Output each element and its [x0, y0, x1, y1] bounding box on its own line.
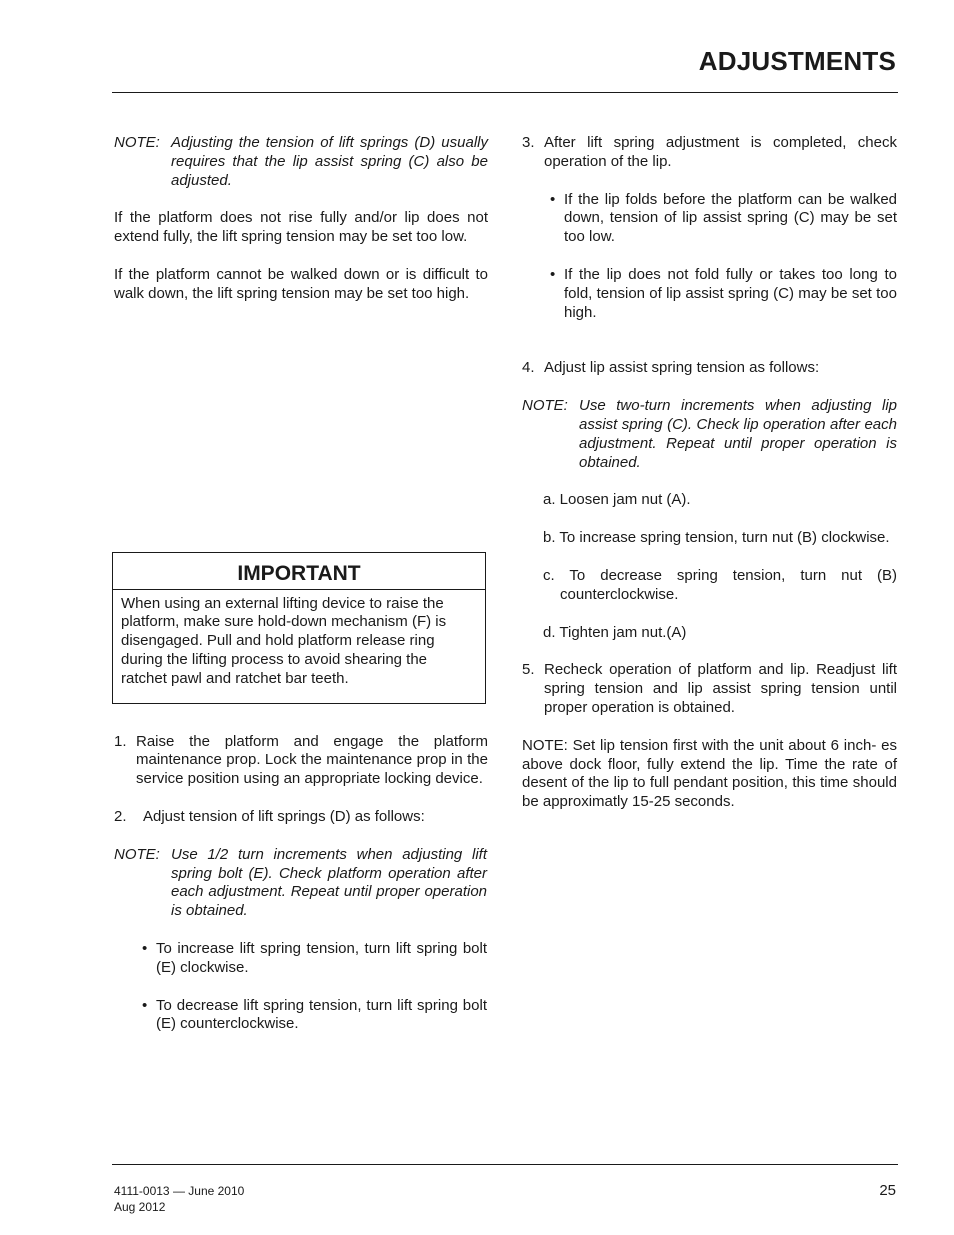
step-number: 3.: [522, 134, 535, 151]
revision-date: Aug 2012: [114, 1199, 166, 1214]
note-text: Use 1/2 turn increments when adjusting lift spring bolt (E). Check platform operation after each adjustment. Repeat until proper operation is obtained.: [171, 845, 487, 920]
final-note: NOTE: Set lip tension first with the unit about 6 inch- es above dock floor, fully extend the lip. Time the rate of desent of the lip to full pendant position, this time should be approximatly 15-25 seconds.: [522, 736, 897, 811]
note-lip-assist-spring: [522, 397, 897, 472]
bullet-mark: •: [550, 265, 556, 283]
bullet-lip-folds-slow: [550, 266, 897, 322]
right-column: [522, 134, 897, 812]
paragraph-tension-low: If the platform does not rise fully and/or lip does not extend fully, the lift spring tension may be set too low.: [114, 209, 488, 246]
page-title: ADJUSTMENTS: [698, 46, 896, 76]
step-2: [114, 808, 488, 827]
note-label: NOTE:: [522, 397, 568, 415]
substep-c: [543, 567, 897, 605]
header-rule: [112, 92, 898, 93]
step-text: Recheck operation of platform and lip. Readjust lift spring tension and lip assist spring tension until proper operation is obtained.: [544, 661, 897, 716]
note-lift-spring-bolt: [114, 846, 487, 921]
bullet-text: To decrease lift spring tension, turn lift spring bolt (E) counterclockwise.: [156, 996, 487, 1033]
page-number: 25: [879, 1182, 896, 1199]
substep-b: b. To increase spring tension, turn nut (B) clockwise.: [543, 529, 890, 547]
step-text: Raise the platform and engage the platform maintenance prop. Lock the maintenance prop in the service position using an appropriate locking device.: [136, 732, 488, 788]
step-number: 1.: [114, 732, 127, 750]
left-column: [114, 134, 488, 1034]
paragraph-tension-high: If the platform cannot be walked down or is difficult to walk down, the lift spring tension may be set too high.: [114, 265, 488, 302]
note-text: Adjusting the tension of lift springs (D) usually requires that the lip assist spring (C) also be adjusted.: [171, 134, 488, 189]
substep-d: d. Tighten jam nut.(A): [543, 623, 687, 641]
note-label: NOTE:: [114, 134, 160, 151]
substep-a: a. Loosen jam nut (A).: [543, 491, 691, 509]
step-number: 2.: [114, 807, 127, 825]
important-box: [112, 552, 486, 704]
bullet-text: To increase lift spring tension, turn lift spring bolt (E) clockwise.: [156, 939, 487, 976]
step-number: 4.: [522, 359, 535, 377]
step-text: After lift spring adjustment is completed, check operation of the lip.: [544, 134, 897, 170]
step-3: [522, 134, 897, 172]
bullet-decrease-tension: [142, 997, 487, 1035]
important-heading: IMPORTANT: [113, 553, 485, 590]
note-text: Use two-turn increments when adjusting lip assist spring (C). Check lip operation after each adjustment. Repeat until proper operation is obtained.: [579, 397, 897, 471]
step-4: [522, 359, 897, 378]
bullet-increase-tension: [142, 940, 487, 978]
step-text: Adjust lip assist spring tension as follows:: [544, 359, 820, 377]
bullet-text: If the lip folds before the platform can be walked down, tension of lip assist spring (C) may be set too low.: [564, 190, 897, 246]
bullet-mark: •: [142, 939, 148, 957]
note-lift-springs: [114, 134, 488, 190]
bullet-text: If the lip does not fold fully or takes too long to fold, tension of lip assist spring (C) may be set too high.: [564, 265, 897, 321]
step-number: 5.: [522, 661, 535, 679]
note-label: NOTE:: [114, 845, 160, 863]
step-5: [522, 661, 897, 717]
step-text: Adjust tension of lift springs (D) as follows:: [143, 807, 425, 825]
substep-c-text: c. To decrease spring tension, turn nut (B) counterclockwise.: [543, 566, 897, 603]
doc-number: 4111-0013 — June 2010: [114, 1184, 245, 1198]
bullet-mark: •: [550, 190, 556, 208]
bullet-mark: •: [142, 996, 148, 1014]
bullet-lip-folds-early: [550, 191, 897, 247]
important-text: When using an external lifting device to raise the platform, make sure hold-down mechanism (F) is disengaged. Pull and hold platform release ring during the lifting process to avoid shearing the ratchet pawl and ratchet bar teeth.: [121, 594, 447, 687]
footer-rule: [112, 1164, 898, 1165]
step-1: [114, 733, 488, 789]
footer-doc-info: [114, 1184, 244, 1215]
